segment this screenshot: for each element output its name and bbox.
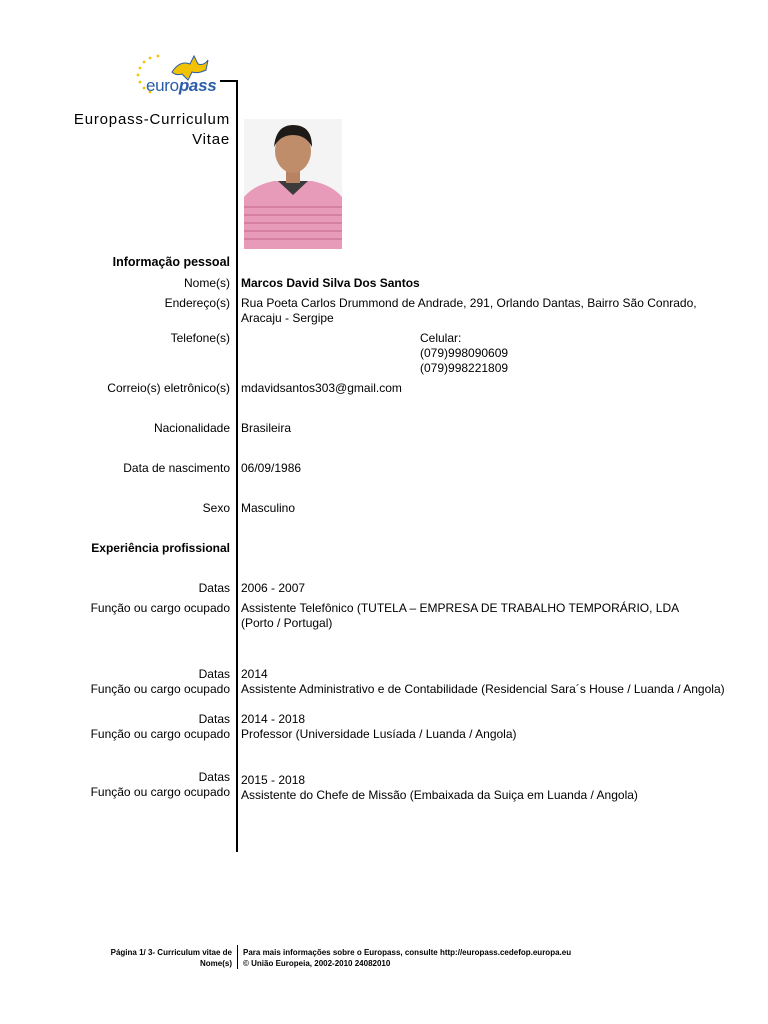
divider-tick <box>220 80 237 82</box>
name-label: Nome(s) <box>183 276 230 290</box>
role-label: Função ou cargo ocupado <box>90 727 230 741</box>
nationality-value: Brasileira <box>241 421 292 435</box>
role-label: Função ou cargo ocupado <box>90 785 230 799</box>
europass-wordmark: europass <box>146 76 217 95</box>
role-label: Função ou cargo ocupado <box>90 682 230 696</box>
section-personal-info: Informação pessoal <box>112 255 230 269</box>
email-value: mdavidsantos303@gmail.com <box>241 381 402 395</box>
experience-1-role-line2: (Porto / Portugal) <box>241 616 333 630</box>
section-experience: Experiência profissional <box>91 541 230 555</box>
dates-label: Datas <box>198 712 230 726</box>
experience-1-dates: 2006 - 2007 <box>241 581 306 595</box>
profile-photo <box>244 119 342 249</box>
footer-page-info: Página 1/ 3- Curriculum vitae de Nome(s) <box>110 948 232 968</box>
sex-label: Sexo <box>202 501 230 515</box>
dates-label: Datas <box>198 581 230 595</box>
cv-title: Europass-Curriculum Vitae <box>73 111 230 148</box>
name-value: Marcos David Silva Dos Santos <box>241 276 420 290</box>
email-label: Correio(s) eletrônico(s) <box>107 381 230 395</box>
nationality-label: Nacionalidade <box>153 421 230 435</box>
sex-value: Masculino <box>241 501 296 515</box>
experience-2-dates: 2014 <box>241 667 268 681</box>
dates-label: Datas <box>198 770 230 784</box>
experience-1-role: Assistente Telefônico (TUTELA – EMPRESA DE TRABALHO TEMPORÁRIO, LDA <box>241 601 680 615</box>
address-line1: Rua Poeta Carlos Drummond de Andrade, 291, Orlando Dantas, Bairro São Conrado, <box>241 296 697 310</box>
mobile-label: Celular: <box>420 331 462 345</box>
column-divider <box>236 80 238 852</box>
experience-2-role: Assistente Administrativo e de Contabilidade (Residencial Sara´s House / Luanda / Angola) <box>241 682 725 696</box>
experience-3-role: Professor (Universidade Lusíada / Luanda / Angola) <box>241 727 517 741</box>
experience-3-dates: 2014 - 2018 <box>241 712 306 726</box>
role-label: Função ou cargo ocupado <box>90 601 230 615</box>
birth-date-label: Data de nascimento <box>123 461 230 475</box>
experience-4-role: Assistente do Chefe de Missão (Embaixada da Suiça em Luanda / Angola) <box>241 788 638 802</box>
birth-date-value: 06/09/1986 <box>241 461 302 475</box>
address-line2: Aracaju - Sergipe <box>241 311 334 325</box>
dates-label: Datas <box>198 667 230 681</box>
mobile-number-2: (079)998221809 <box>420 361 509 375</box>
mobile-number-1: (079)998090609 <box>420 346 509 360</box>
footer-europass-info: Para mais informações sobre o Europass, consulte http://europass.cedefop.europa.eu © União Europeia, 2002-2010 24082010 <box>243 948 572 968</box>
address-label: Endereço(s) <box>164 296 230 310</box>
phone-label: Telefone(s) <box>170 331 230 345</box>
experience-4-dates: 2015 - 2018 <box>241 773 306 787</box>
footer-divider <box>237 945 238 969</box>
